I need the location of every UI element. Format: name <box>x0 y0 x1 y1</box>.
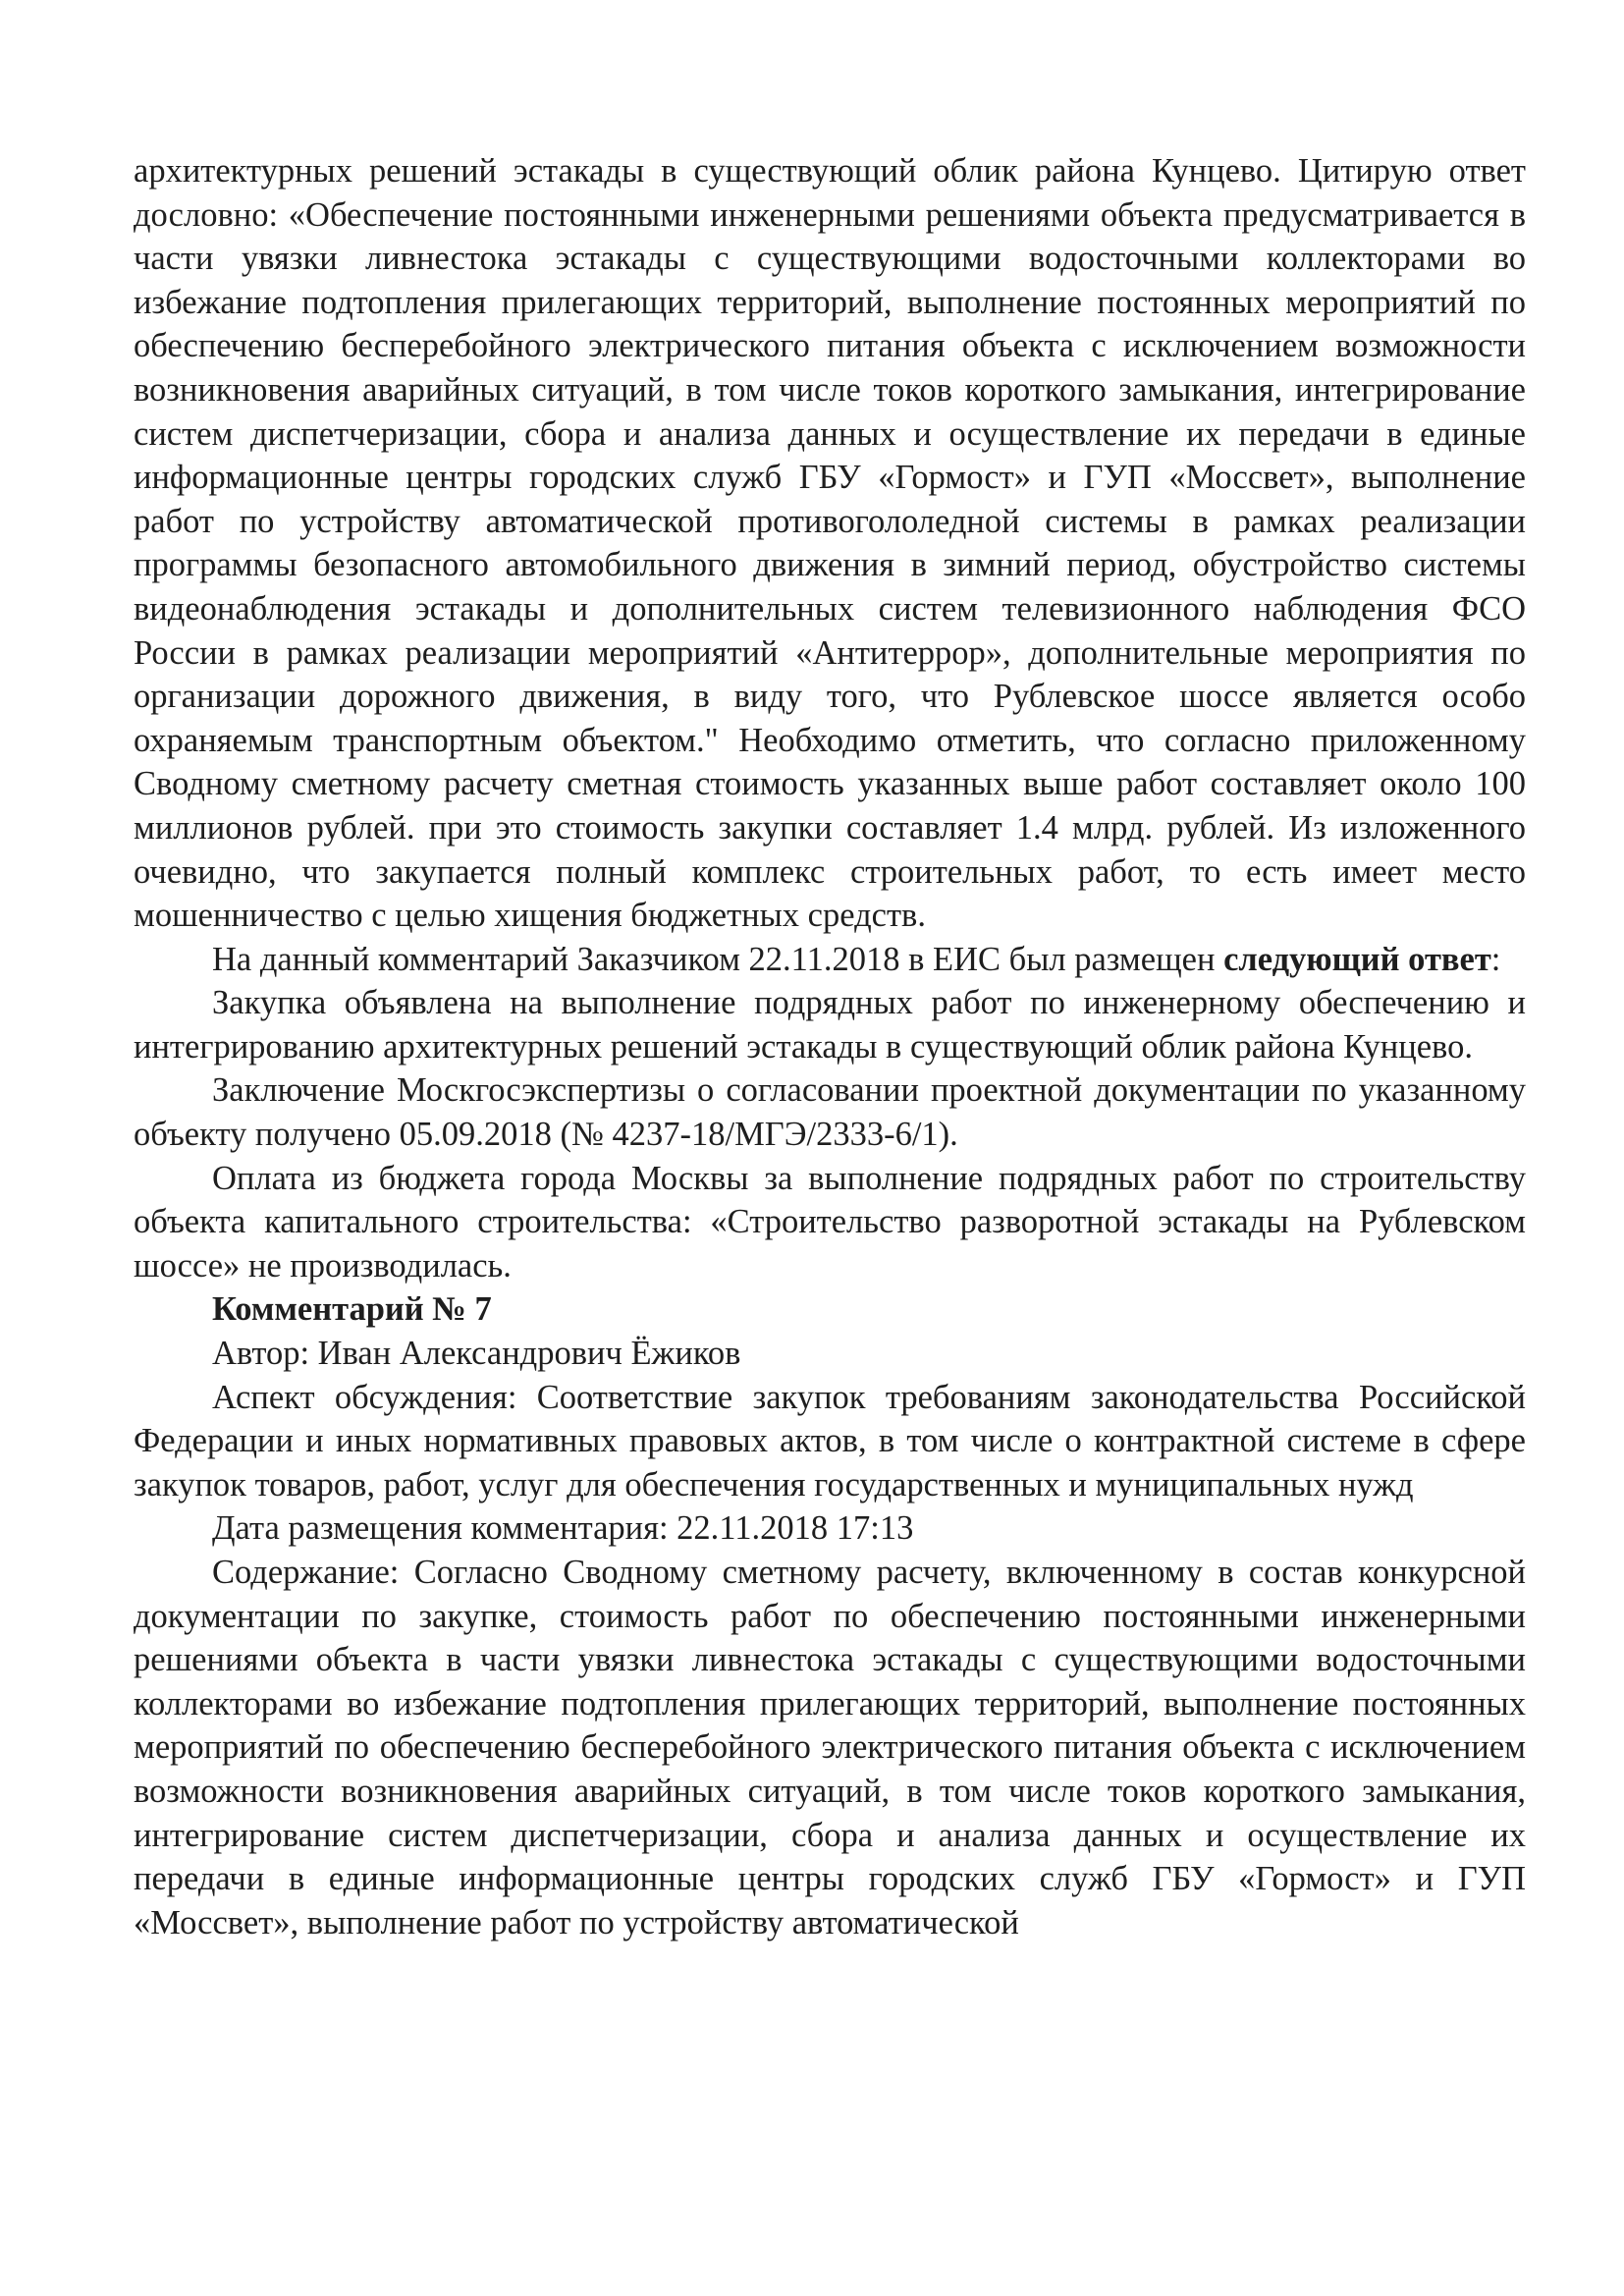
paragraph-payment-note: Оплата из бюджета города Москвы за выполнение подрядных работ по строительству объекта капитального строительства: «Строительство разворотной эстакады на Рублевском шоссе» не производилась. <box>134 1159 1526 1285</box>
comment-content: Содержание: Согласно Сводному сметному расчету, включенному в состав конкурсной документации по закупке, стоимость работ по обеспечению постоянными инженерными решениями объекта в части увязки ливнестока эстакады с существующими водосточными коллекторами во избежание подтопления прилегающих территорий, выполнение постоянных мероприятий по обеспечению бесперебойного электрического питания объекта с исключением возможности возникновения аварийных ситуаций, в том числе токов короткого замыкания, интегрирование систем диспетчеризации, сбора и анализа данных и осуществление их передачи в единые информационные центры городских служб ГБУ «Гормост» и ГУП «Моссвет», выполнение работ по устройству автоматической <box>134 1554 1526 1941</box>
comment-heading: Комментарий № 7 <box>212 1290 492 1329</box>
comment-author: Автор: Иван Александрович Ёжиков <box>212 1335 741 1373</box>
response-intro-bold: следующий ответ <box>1223 940 1491 978</box>
paragraph-expertise-conclusion: Заключение Москгосэкспертизы о согласовании проектной документации по указанному объекту получено 05.09.2018 (№ 4237-18/МГЭ/2333-6/1). <box>134 1071 1526 1154</box>
response-intro-colon: : <box>1490 940 1501 978</box>
comment-date: Дата размещения комментария: 22.11.2018 17:13 <box>212 1509 914 1548</box>
paragraph-purchase-announced: Закупка объявлена на выполнение подрядных работ по инженерному обеспечению и интегрированию архитектурных решений эстакады в существующий облик района Кунцево. <box>134 984 1526 1066</box>
document-body <box>134 149 1526 1944</box>
paragraph-quoted-answer: архитектурных решений эстакады в существующий облик района Кунцево. Цитирую ответ дословно: «Обеспечение постоянными инженерными решениями объекта предусматривается в части увязки ливнестока эстакады с существующими водосточными коллекторами во избежание подтопления прилегающих территорий, выполнение постоянных мероприятий по обеспечению бесперебойного электрического питания объекта с исключением возможности возникновения аварийных ситуаций, в том числе токов короткого замыкания, интегрирование систем диспетчеризации, сбора и анализа данных и осуществление их передачи в единые информационные центры городских служб ГБУ «Гормост» и ГУП «Моссвет», выполнение работ по устройству автоматической противогололедной системы в рамках реализации программы безопасного автомобильного движения в зимний период, обустройство системы видеонаблюдения эстакады и дополнительных систем телевизионного наблюдения ФСО России в рамках реализации мероприятий «Антитеррор», дополнительные мероприятия по организации дорожного движения, в виду того, что Рублевское шоссе является особо охраняемым транспортным объектом." Необходимо отметить, что согласно приложенному Сводному сметному расчету сметная стоимость указанных выше работ составляет около 100 миллионов рублей. при это стоимость закупки составляет 1.4 млрд. рублей. Из изложенного очевидно, что закупается полный комплекс строительных работ, то есть имеет место мошенничество с целью хищения бюджетных средств. <box>134 152 1526 935</box>
response-intro-text: На данный комментарий Заказчиком 22.11.2018 в ЕИС был размещен <box>212 940 1224 978</box>
comment-aspect: Аспект обсуждения: Соответствие закупок требованиям законодательства Российской Федерации и иных нормативных правовых актов, в том числе о контрактной системе в сфере закупок товаров, работ, услуг для обеспечения государственных и муниципальных нужд <box>134 1378 1526 1503</box>
paragraph-customer-response-intro <box>134 938 1526 982</box>
